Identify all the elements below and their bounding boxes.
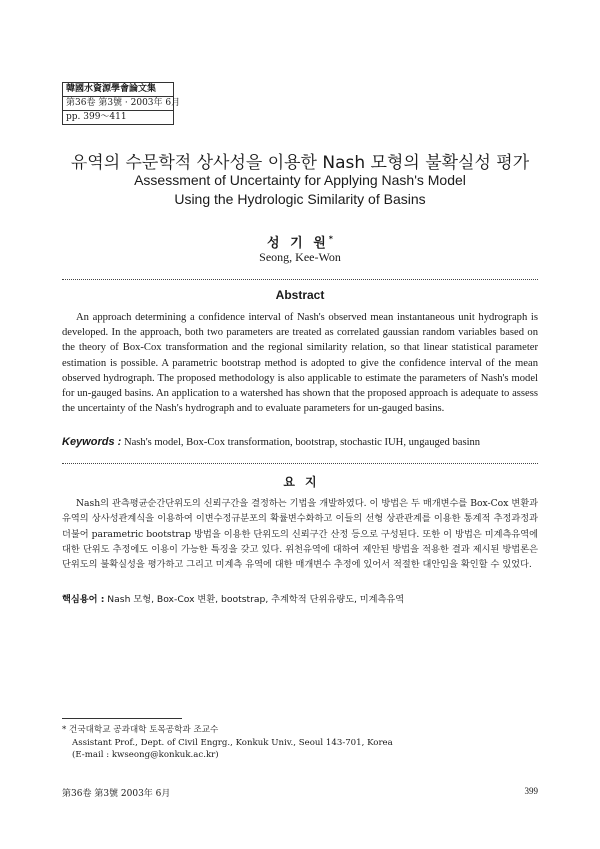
footer-journal-issue: 第36卷 第3號 2003年 6月 — [62, 789, 171, 799]
journal-info-box — [62, 82, 181, 125]
yoji-heading: 요 지 — [283, 475, 317, 489]
footnote-affiliation: * 건국대학교 공과대학 토목공학과 조교수 — [62, 725, 219, 735]
page-number: 399 — [524, 786, 538, 796]
author-korean-name: 성 기 원 — [267, 236, 329, 251]
author-english: Seong, Kee-Won — [259, 250, 341, 264]
korean-keywords-label: 핵심용어 : — [62, 594, 105, 605]
footnote-position: Assistant Prof., Dept. of Civil Engrg., Konkuk Univ., Seoul 143-701, Korea — [72, 737, 393, 748]
footnote-email: (E-mail : kwseong@konkuk.ac.kr) — [72, 750, 219, 760]
journal-pages: pp. 399～411 — [66, 112, 127, 122]
title-english-line2: Using the Hydrologic Similarity of Basins — [174, 191, 426, 207]
abstract-body: An approach determining a confidence interval of Nash's observed mean instantaneous unit hydrograph is developed. In the approach, both two parameters are treated as correlated gaussian random variables based on the theory of Box-Cox transformation and the regional similarity relation, so that linear statistical parameter estimation is possible. A parametric bootstrap method is adopted to give the confidence interval of the mean observed hydrograph. The proposed methodology is also applicable to estimate the parameters of Nash's model for un-gauged basins. An application to a watershed has shown that the proposed approach is adequate to assess the uncertainty of the Nash's hydrograph and to evaluate parameters for un-gauged basins. — [62, 312, 538, 415]
korean-keywords-text: Nash 모형, Box-Cox 변환, bootstrap, 추계학적 단위유량도, 미계측유역 — [107, 594, 405, 605]
divider-middle — [62, 463, 538, 464]
abstract-heading: Abstract — [275, 288, 325, 302]
abstract-keywords — [62, 436, 542, 448]
footnote — [62, 724, 538, 762]
title-korean: 유역의 수문학적 상사성을 이용한 Nash 모형의 불확실성 평가 — [70, 153, 530, 173]
footnote-rule — [62, 718, 182, 719]
keywords-text: Nash's model, Box-Cox transformation, bootstrap, stochastic IUH, ungauged basinn — [123, 437, 481, 448]
keywords-label: Keywords : — [62, 436, 122, 448]
author-marker: * — [328, 234, 333, 244]
journal-volume-issue: 第36卷 第3號 · 2003年 6月 — [63, 97, 173, 111]
korean-keywords — [62, 591, 542, 605]
divider-top — [62, 279, 538, 280]
journal-name: 韓國水資源學會論文集 — [63, 83, 173, 97]
title-english-line1: Assessment of Uncertainty for Applying Nash's Model — [134, 172, 466, 188]
yoji-body: Nash의 관측평균순간단위도의 신뢰구간을 결정하는 기법을 개발하였다. 이 방법은 두 매개변수를 Box-Cox 변환과 유역의 상사성관계식을 이용하여 이변수정규분포의 확률변수화하고 이들의 선형 상관관계를 이용한 통계적 추정과정과 더불어 parametric bootstrap 방법을 이용한 단위도의 신뢰구간 산정 등으로 구성된다. 또한 이 방법은 미계측유역에 대한 단위도 추정에도 이용이 가능한 특징을 갖고 있다. 위천유역에 대하여 제안된 방법을 적용한 결과 제시된 방법론은 단위도의 불확실성을 평가하고 그리고 미계측 유역에 대한 매개변수 추정에 있어서 적절한 대안임을 확인할 수 있었다. — [62, 498, 538, 571]
author-korean — [0, 232, 600, 251]
